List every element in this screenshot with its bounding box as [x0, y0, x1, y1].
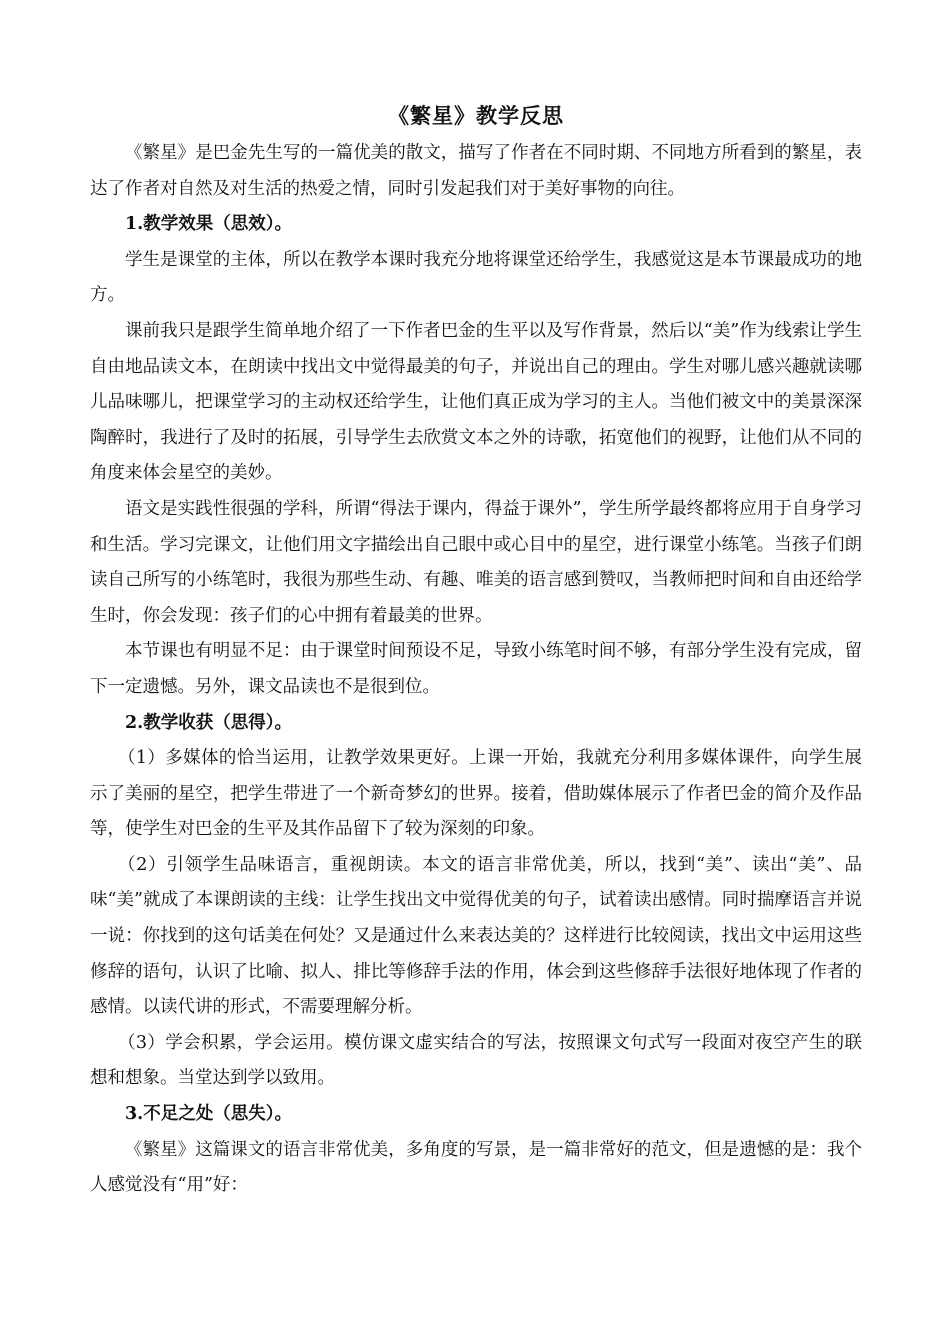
section-heading-shortcomings: 3.不足之处（思失）。	[125, 1104, 293, 1125]
intro-paragraph: 《繁星》是巴金先生写的一篇优美的散文，描写了作者在不同时期、不同地方所看到的繁星，表达了作者对自然及对生活的热爱之情，同时引发起我们对于美好事物的向往。	[90, 143, 862, 199]
section1-paragraph: 语文是实践性很强的学科，所谓“得法于课内，得益于课外”，学生所学最终都将应用于自身学习和生活。学习完课文，让他们用文字描绘出自己眼中或心目中的星空，进行课堂小练笔。当孩子们朗读自己所写的小练笔时，我很为那些生动、有趣、唯美的语言感到赞叹，当教师把时间和自由还给学生时，你会发现：孩子们的心中拥有着最美的世界。	[90, 498, 862, 626]
section1-paragraph: 课前我只是跟学生简单地介绍了一下作者巴金的生平以及写作背景，然后以“美”作为线索让学生自由地品读文本，在朗读中找出文中觉得最美的句子，并说出自己的理由。学生对哪儿感兴趣就读哪儿品味哪儿，把课堂学习的主动权还给学生，让他们真正成为学习的主人。当他们被文中的美景深深陶醉时，我进行了及时的拓展，引导学生去欣赏文本之外的诗歌，拓宽他们的视野，让他们从不同的角度来体会星空的美妙。	[90, 320, 862, 484]
section2-paragraph: （1）多媒体的恰当运用，让教学效果更好。上课一开始，我就充分利用多媒体课件，向学生展示了美丽的星空，把学生带进了一个新奇梦幻的世界。接着，借助媒体展示了作者巴金的简介及作品等，使学生对巴金的生平及其作品留下了较为深刻的印象。	[90, 748, 862, 840]
section3-paragraph: 《繁星》这篇课文的语言非常优美，多角度的写景，是一篇非常好的范文，但是遗憾的是：我个人感觉没有“用”好：	[90, 1139, 862, 1196]
section1-paragraph: 学生是课堂的主体，所以在教学本课时我充分地将课堂还给学生，我感觉这是本节课最成功的地方。	[90, 249, 862, 306]
document-title: 《繁星》教学反思	[388, 103, 564, 128]
document-page	[90, 100, 862, 1204]
section2-paragraph: （3）学会积累，学会运用。模仿课文虚实结合的写法，按照课文句式写一段面对夜空产生的联想和想象。当堂达到学以致用。	[90, 1032, 862, 1089]
section-heading-teaching-gains: 2.教学收获（思得）。	[125, 712, 293, 733]
section1-paragraph: 本节课也有明显不足：由于课堂时间预设不足，导致小练笔时间不够，有部分学生没有完成，留下一定遗憾。另外，课文品读也不是很到位。	[90, 641, 862, 697]
section-heading-teaching-effect: 1.教学效果（思效）。	[125, 214, 293, 235]
section2-paragraph: （2）引领学生品味语言，重视朗读。本文的语言非常优美，所以，找到“美”、读出“美”、品味“美”就成了本课朗读的主线：让学生找出文中觉得优美的句子，试着读出感情。同时揣摩语言并说一说：你找到的这句话美在何处？又是通过什么来表达美的？这样进行比较阅读，找出文中运用这些修辞的语句，认识了比喻、拟人、排比等修辞手法的作用，体会到这些修辞手法很好地体现了作者的感情。以读代讲的形式，不需要理解分析。	[90, 854, 862, 1018]
